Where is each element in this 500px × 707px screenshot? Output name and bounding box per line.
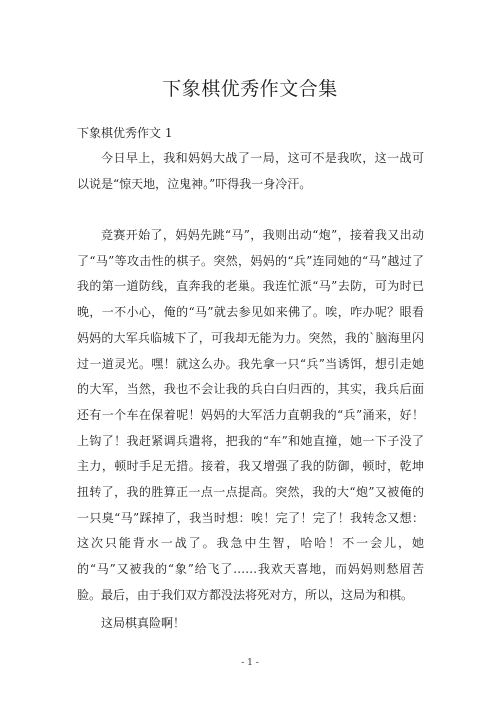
section-heading: 下象棋优秀作文 1	[77, 126, 173, 140]
document-title: 下象棋优秀作文合集	[162, 78, 338, 100]
paragraph: 这局棋真险啊！	[101, 616, 186, 630]
paragraph: 今日早上，我和妈妈大战了一局，这可不是我吹，这一战可以说是“惊天地，泣鬼神。”吓得我一身冷汗。	[77, 151, 424, 191]
paragraph-1-block	[77, 146, 424, 197]
page-number: - 1 -	[241, 658, 259, 668]
paragraph: 竞赛开始了，妈妈先跳“马”，我则出动“炮”，接着我又出动了“马”等攻击性的棋子。突然，妈妈的“兵”连同她的“马”越过了我的第一道防线，直奔我的老巢。我连忙派“马”去防，可为时已晚，一不小心，俺的“马”就去参见如来佛了。唉，咋办呢？眼看妈妈的大军兵临城下了，可我却无能为力。突然，我的`脑海里闪过一道灵光。嘿！就这么办。我先拿一只“兵”当诱饵，想引走她的大军，当然，我也不会让我的兵白白归西的，其实，我兵后面还有一个车在保着呢！妈妈的大军活力直朝我的“兵”涌来，好！上钩了！我赶紧调兵遣将，把我的“车”和她直撞，她一下子没了主力，顿时手足无措。接着，我又增强了我的防御，顿时，乾坤扭转了，我的胜算正一点一点提高。突然，我的大“炮”又被俺的一只臭“马”踩掉了，我当时想：唉！完了！完了！我转念又想：这次只能背水一战了。我急中生智，哈哈！不一会儿，她的“马”又被我的“象”给飞了……我欢天喜地，而妈妈则愁眉苦脸。最后，由于我们双方都没法将死对方，所以，这局为和棋。	[77, 228, 424, 602]
paragraph-3-block	[77, 611, 424, 637]
paragraph-2-block	[77, 223, 424, 609]
